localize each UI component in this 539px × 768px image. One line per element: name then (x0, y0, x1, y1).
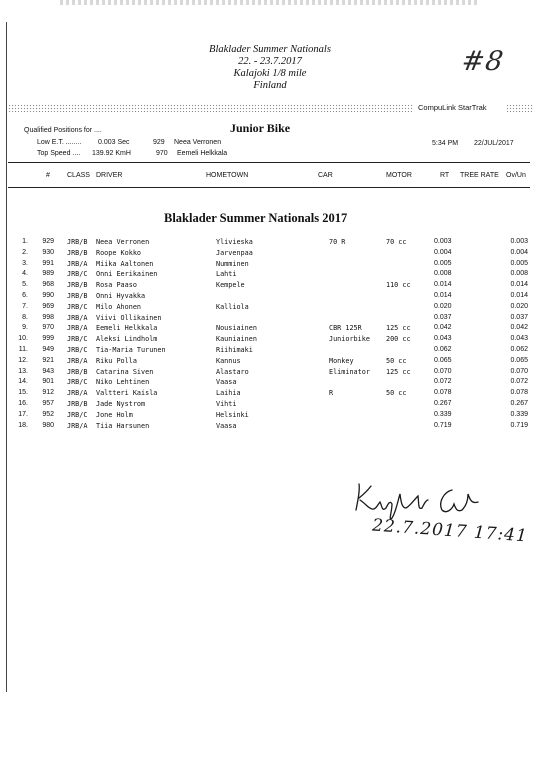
row-number: 998 (42, 313, 54, 321)
table-row (0, 368, 539, 379)
row-position: 3. (22, 259, 28, 267)
row-number: 952 (42, 410, 54, 418)
row-class: JRB/A (67, 356, 88, 365)
row-ovun: 0.062 (510, 346, 528, 353)
row-position: 15. (18, 389, 28, 397)
table-row (0, 411, 539, 422)
table-row (0, 303, 539, 314)
row-car: 70 R (329, 238, 346, 246)
low-et-label: Low E.T. ........ (37, 139, 82, 146)
row-number: 929 (42, 238, 54, 245)
row-ovun: 0.005 (510, 259, 528, 267)
table-row (0, 346, 539, 357)
row-ovun: 0.037 (510, 313, 528, 321)
row-number: 991 (42, 259, 54, 267)
row-class: JRB/A (67, 259, 88, 268)
col-ovun: Ov/Un (506, 172, 526, 179)
row-number: 969 (42, 302, 54, 310)
qualified-label: Qualified Positions for .... (24, 127, 102, 134)
row-number: 930 (42, 248, 54, 256)
row-hometown: Vaasa (216, 421, 237, 430)
row-position: 5. (22, 281, 28, 289)
row-motor: 200 cc (386, 335, 411, 344)
row-position: 2. (22, 248, 28, 256)
signature-date: 22.7.2017 17:41 (371, 515, 529, 547)
row-ovun: 0.072 (510, 378, 528, 386)
row-driver: Eemeli Helkkala (96, 324, 158, 333)
row-class: JRB/B (67, 248, 88, 257)
row-rt: 0.037 (434, 313, 452, 321)
row-number: 943 (42, 367, 54, 375)
row-class: JRB/A (67, 421, 88, 430)
table-row (0, 270, 539, 281)
row-ovun: 0.043 (510, 335, 528, 343)
row-hometown: Helsinki (216, 410, 249, 419)
row-motor: 70 cc (386, 238, 407, 246)
brand-label: CompuLink StarTrak (418, 103, 487, 112)
row-class: JRB/B (67, 281, 88, 290)
row-rt: 0.005 (434, 259, 452, 267)
row-hometown: Riihimaki (216, 346, 253, 354)
table-row (0, 260, 539, 271)
row-car: CBR 125R (329, 324, 362, 333)
row-rt: 0.078 (434, 389, 452, 397)
row-driver: Miika Aaltonen (96, 259, 154, 268)
col-hometown: HOMETOWN (206, 172, 249, 179)
top-speed-number: 970 (156, 150, 168, 157)
row-hometown: Kauniainen (216, 335, 257, 344)
table-row (0, 335, 539, 346)
row-motor: 125 cc (386, 324, 411, 333)
row-class: JRB/B (67, 292, 88, 300)
row-number: 990 (42, 292, 54, 299)
row-driver: Valtteri Kaisla (96, 389, 158, 398)
row-position: 1. (22, 238, 28, 245)
report-date: 22/JUL/2017 (474, 140, 514, 147)
table-row (0, 378, 539, 389)
row-driver: Viivi Ollikainen (96, 313, 162, 322)
row-hometown: Vihti (216, 400, 237, 408)
row-motor: 50 cc (386, 356, 407, 365)
col-tree-rate: TREE RATE (460, 172, 499, 179)
row-hometown: Jarvenpaa (216, 248, 253, 257)
row-driver: Roope Kokko (96, 248, 142, 257)
row-number: 957 (42, 400, 54, 407)
low-et-name: Neea Verronen (174, 139, 222, 146)
row-position: 14. (18, 378, 28, 386)
row-hometown: Nousiainen (216, 324, 257, 333)
low-et-value: 0.003 Sec (98, 139, 130, 146)
row-hometown: Vaasa (216, 378, 237, 387)
row-rt: 0.014 (434, 292, 452, 299)
row-ovun: 0.267 (510, 400, 528, 407)
row-rt: 0.014 (434, 281, 452, 289)
low-et-number: 929 (153, 139, 165, 146)
row-rt: 0.062 (434, 346, 452, 353)
row-class: JRB/A (67, 324, 88, 333)
row-class: JRB/C (67, 346, 88, 354)
results-title: Blaklader Summer Nationals 2017 (164, 211, 348, 225)
row-driver: Riku Polla (96, 356, 137, 365)
event-name: Blaklader Summer Nationals (209, 44, 331, 55)
handwritten-number: #8 (459, 46, 506, 77)
row-ovun: 0.003 (510, 238, 528, 245)
row-driver: Onni Eerikainen (96, 270, 158, 279)
row-rt: 0.065 (434, 356, 452, 364)
col-motor: MOTOR (386, 172, 412, 179)
row-number: 912 (42, 389, 54, 397)
row-position: 16. (18, 400, 28, 407)
row-rt: 0.267 (434, 400, 452, 407)
table-row (0, 357, 539, 368)
row-ovun: 0.014 (510, 292, 528, 299)
class-title: Junior Bike (230, 121, 291, 135)
row-ovun: 0.008 (510, 270, 528, 278)
scan-smudge (60, 0, 480, 5)
row-class: JRB/C (67, 378, 88, 387)
col-rt: RT (440, 172, 450, 179)
row-number: 970 (42, 324, 54, 332)
row-position: 11. (18, 346, 28, 353)
col-car: CAR (318, 172, 333, 179)
row-rt: 0.042 (434, 324, 452, 332)
signature-image (340, 478, 530, 558)
row-position: 18. (18, 421, 28, 429)
row-car: Eliminator (329, 367, 370, 376)
row-class: JRB/C (67, 302, 88, 311)
row-class: JRB/B (67, 238, 88, 246)
row-number: 901 (42, 378, 54, 386)
row-position: 7. (22, 302, 28, 310)
row-position: 12. (18, 356, 28, 364)
row-ovun: 0.070 (510, 367, 528, 375)
col-driver: DRIVER (96, 172, 123, 179)
table-row (0, 249, 539, 260)
row-class: JRB/C (67, 335, 88, 344)
row-driver: Tiia Harsunen (96, 421, 150, 430)
row-rt: 0.072 (434, 378, 452, 386)
row-ovun: 0.078 (510, 389, 528, 397)
table-row (0, 238, 539, 249)
row-motor: 110 cc (386, 281, 411, 290)
row-motor: 125 cc (386, 367, 411, 376)
row-driver: Niko Lehtinen (96, 378, 150, 387)
table-row (0, 389, 539, 400)
row-driver: Aleksi Lindholm (96, 335, 158, 344)
row-class: JRB/B (67, 400, 88, 408)
col-class: CLASS (67, 172, 90, 179)
row-driver: Milo Ahonen (96, 302, 142, 311)
report-time: 5:34 PM (432, 140, 459, 147)
row-motor: 50 cc (386, 389, 407, 398)
row-position: 10. (18, 335, 28, 343)
row-car: R (329, 389, 334, 398)
header-rule-top (8, 162, 530, 163)
row-position: 13. (18, 367, 28, 375)
row-class: JRB/B (67, 367, 88, 376)
row-ovun: 0.014 (510, 281, 528, 289)
row-ovun: 0.004 (510, 248, 528, 256)
row-position: 9. (22, 324, 28, 332)
row-position: 8. (22, 313, 28, 321)
row-rt: 0.719 (434, 421, 452, 429)
table-row (0, 292, 539, 303)
row-hometown: Ylivieska (216, 238, 253, 246)
row-hometown: Lahti (216, 270, 237, 279)
header-rule-bottom (8, 187, 530, 188)
row-position: 4. (22, 270, 28, 278)
row-rt: 0.339 (434, 410, 452, 418)
row-driver: Catarina Siven (96, 367, 154, 376)
row-car: Monkey (329, 356, 354, 365)
row-number: 949 (42, 346, 54, 353)
event-dates: 22. - 23.7.2017 (238, 56, 302, 67)
row-rt: 0.043 (434, 335, 452, 343)
row-hometown: Kannus (216, 356, 241, 365)
row-number: 968 (42, 281, 54, 289)
top-speed-label: Top Speed .... (37, 150, 81, 157)
row-rt: 0.008 (434, 270, 452, 278)
row-number: 999 (42, 335, 54, 343)
row-rt: 0.003 (434, 238, 452, 245)
row-ovun: 0.719 (510, 421, 528, 429)
row-number: 921 (42, 356, 54, 364)
row-hometown: Kalliola (216, 302, 249, 311)
table-row (0, 314, 539, 325)
row-hometown: Alastaro (216, 367, 249, 376)
row-rt: 0.020 (434, 302, 452, 310)
row-hometown: Laihia (216, 389, 241, 398)
event-country: Finland (253, 80, 287, 91)
row-driver: Jade Nystrom (96, 400, 146, 408)
row-hometown: Numminen (216, 259, 249, 268)
table-row (0, 400, 539, 411)
row-driver: Jone Holm (96, 410, 133, 419)
col-num: # (46, 172, 50, 179)
row-driver: Neea Verronen (96, 238, 150, 246)
row-number: 989 (42, 270, 54, 278)
row-position: 17. (18, 410, 28, 418)
table-row (0, 281, 539, 292)
row-class: JRB/C (67, 410, 88, 419)
row-driver: Tia-Maria Turunen (96, 346, 166, 354)
row-class: JRB/A (67, 313, 88, 322)
row-ovun: 0.065 (510, 356, 528, 364)
row-ovun: 0.042 (510, 324, 528, 332)
row-number: 980 (42, 421, 54, 429)
row-car: Juniorbike (329, 335, 370, 344)
row-rt: 0.004 (434, 248, 452, 256)
row-driver: Rosa Paaso (96, 281, 137, 290)
row-driver: Onni Hyvakka (96, 292, 146, 300)
row-rt: 0.070 (434, 367, 452, 375)
event-venue: Kalajoki 1/8 mile (233, 68, 307, 79)
row-class: JRB/A (67, 389, 88, 398)
table-row (0, 422, 539, 433)
dotted-divider-right (506, 104, 534, 112)
table-row (0, 324, 539, 335)
row-class: JRB/C (67, 270, 88, 279)
row-ovun: 0.020 (510, 302, 528, 310)
top-speed-name: Eemeli Helkkala (177, 150, 228, 157)
row-hometown: Kempele (216, 281, 245, 290)
row-position: 6. (22, 292, 28, 299)
dotted-divider (8, 104, 413, 112)
row-ovun: 0.339 (510, 410, 528, 418)
top-speed-value: 139.92 KmH (92, 150, 131, 157)
